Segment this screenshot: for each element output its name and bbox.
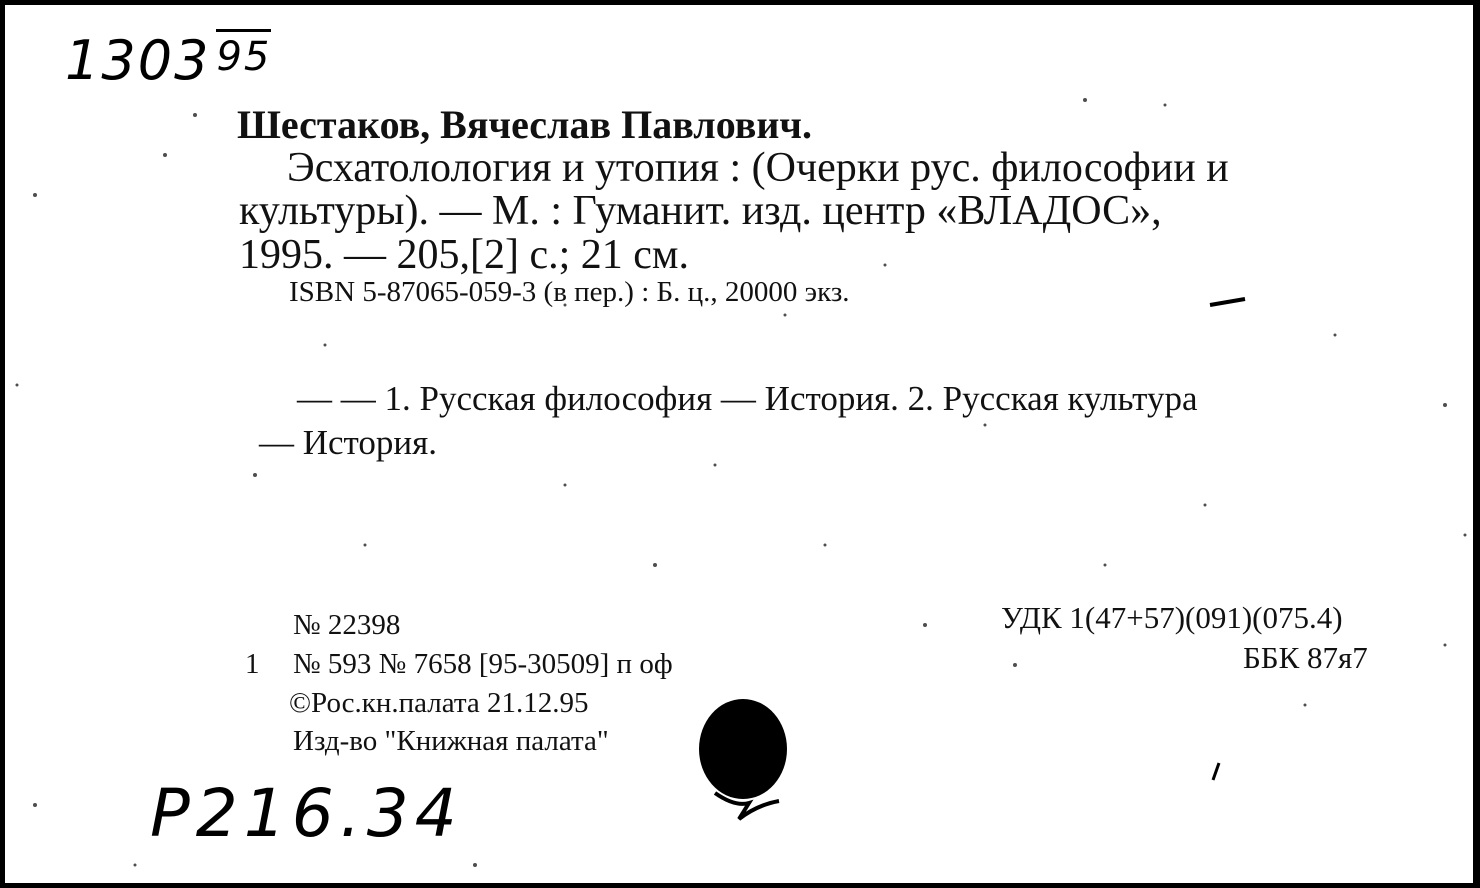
author-heading: Шестаков, Вячеслав Павлович. bbox=[237, 102, 812, 147]
publisher-line: Изд-во "Книжная палата" bbox=[293, 725, 609, 757]
copy-count: 1 bbox=[245, 648, 260, 680]
subjects-line-2: — История. bbox=[259, 423, 437, 462]
shelf-mark-bottom: P216.34 bbox=[150, 775, 463, 852]
order-line: № 593 № 7658 [95-30509] п оф bbox=[293, 648, 673, 680]
title-line-2: культуры). — М. : Гуманит. изд. центр «ВЛАДОС», bbox=[239, 188, 1162, 234]
title-line-3: 1995. — 205,[2] с.; 21 см. bbox=[239, 232, 690, 278]
copyright-line: ©Рос.кн.палата 21.12.95 bbox=[289, 687, 589, 719]
isbn-line: ISBN 5-87065-059-3 (в пер.) : Б. ц., 20000 экз. bbox=[289, 276, 850, 308]
shelf-mark-top: 1303 95 bbox=[65, 29, 272, 92]
record-number: № 22398 bbox=[293, 609, 401, 641]
subjects-line-1: — — 1. Русская философия — История. 2. Русская культура bbox=[297, 379, 1198, 418]
udc-code: УДК 1(47+57)(091)(075.4) bbox=[1001, 600, 1343, 635]
title-line-1: Эсхатолология и утопия : (Очерки рус. философии и bbox=[287, 145, 1229, 191]
bbk-code: ББК 87я7 bbox=[1243, 640, 1368, 675]
ink-blot bbox=[695, 695, 805, 835]
